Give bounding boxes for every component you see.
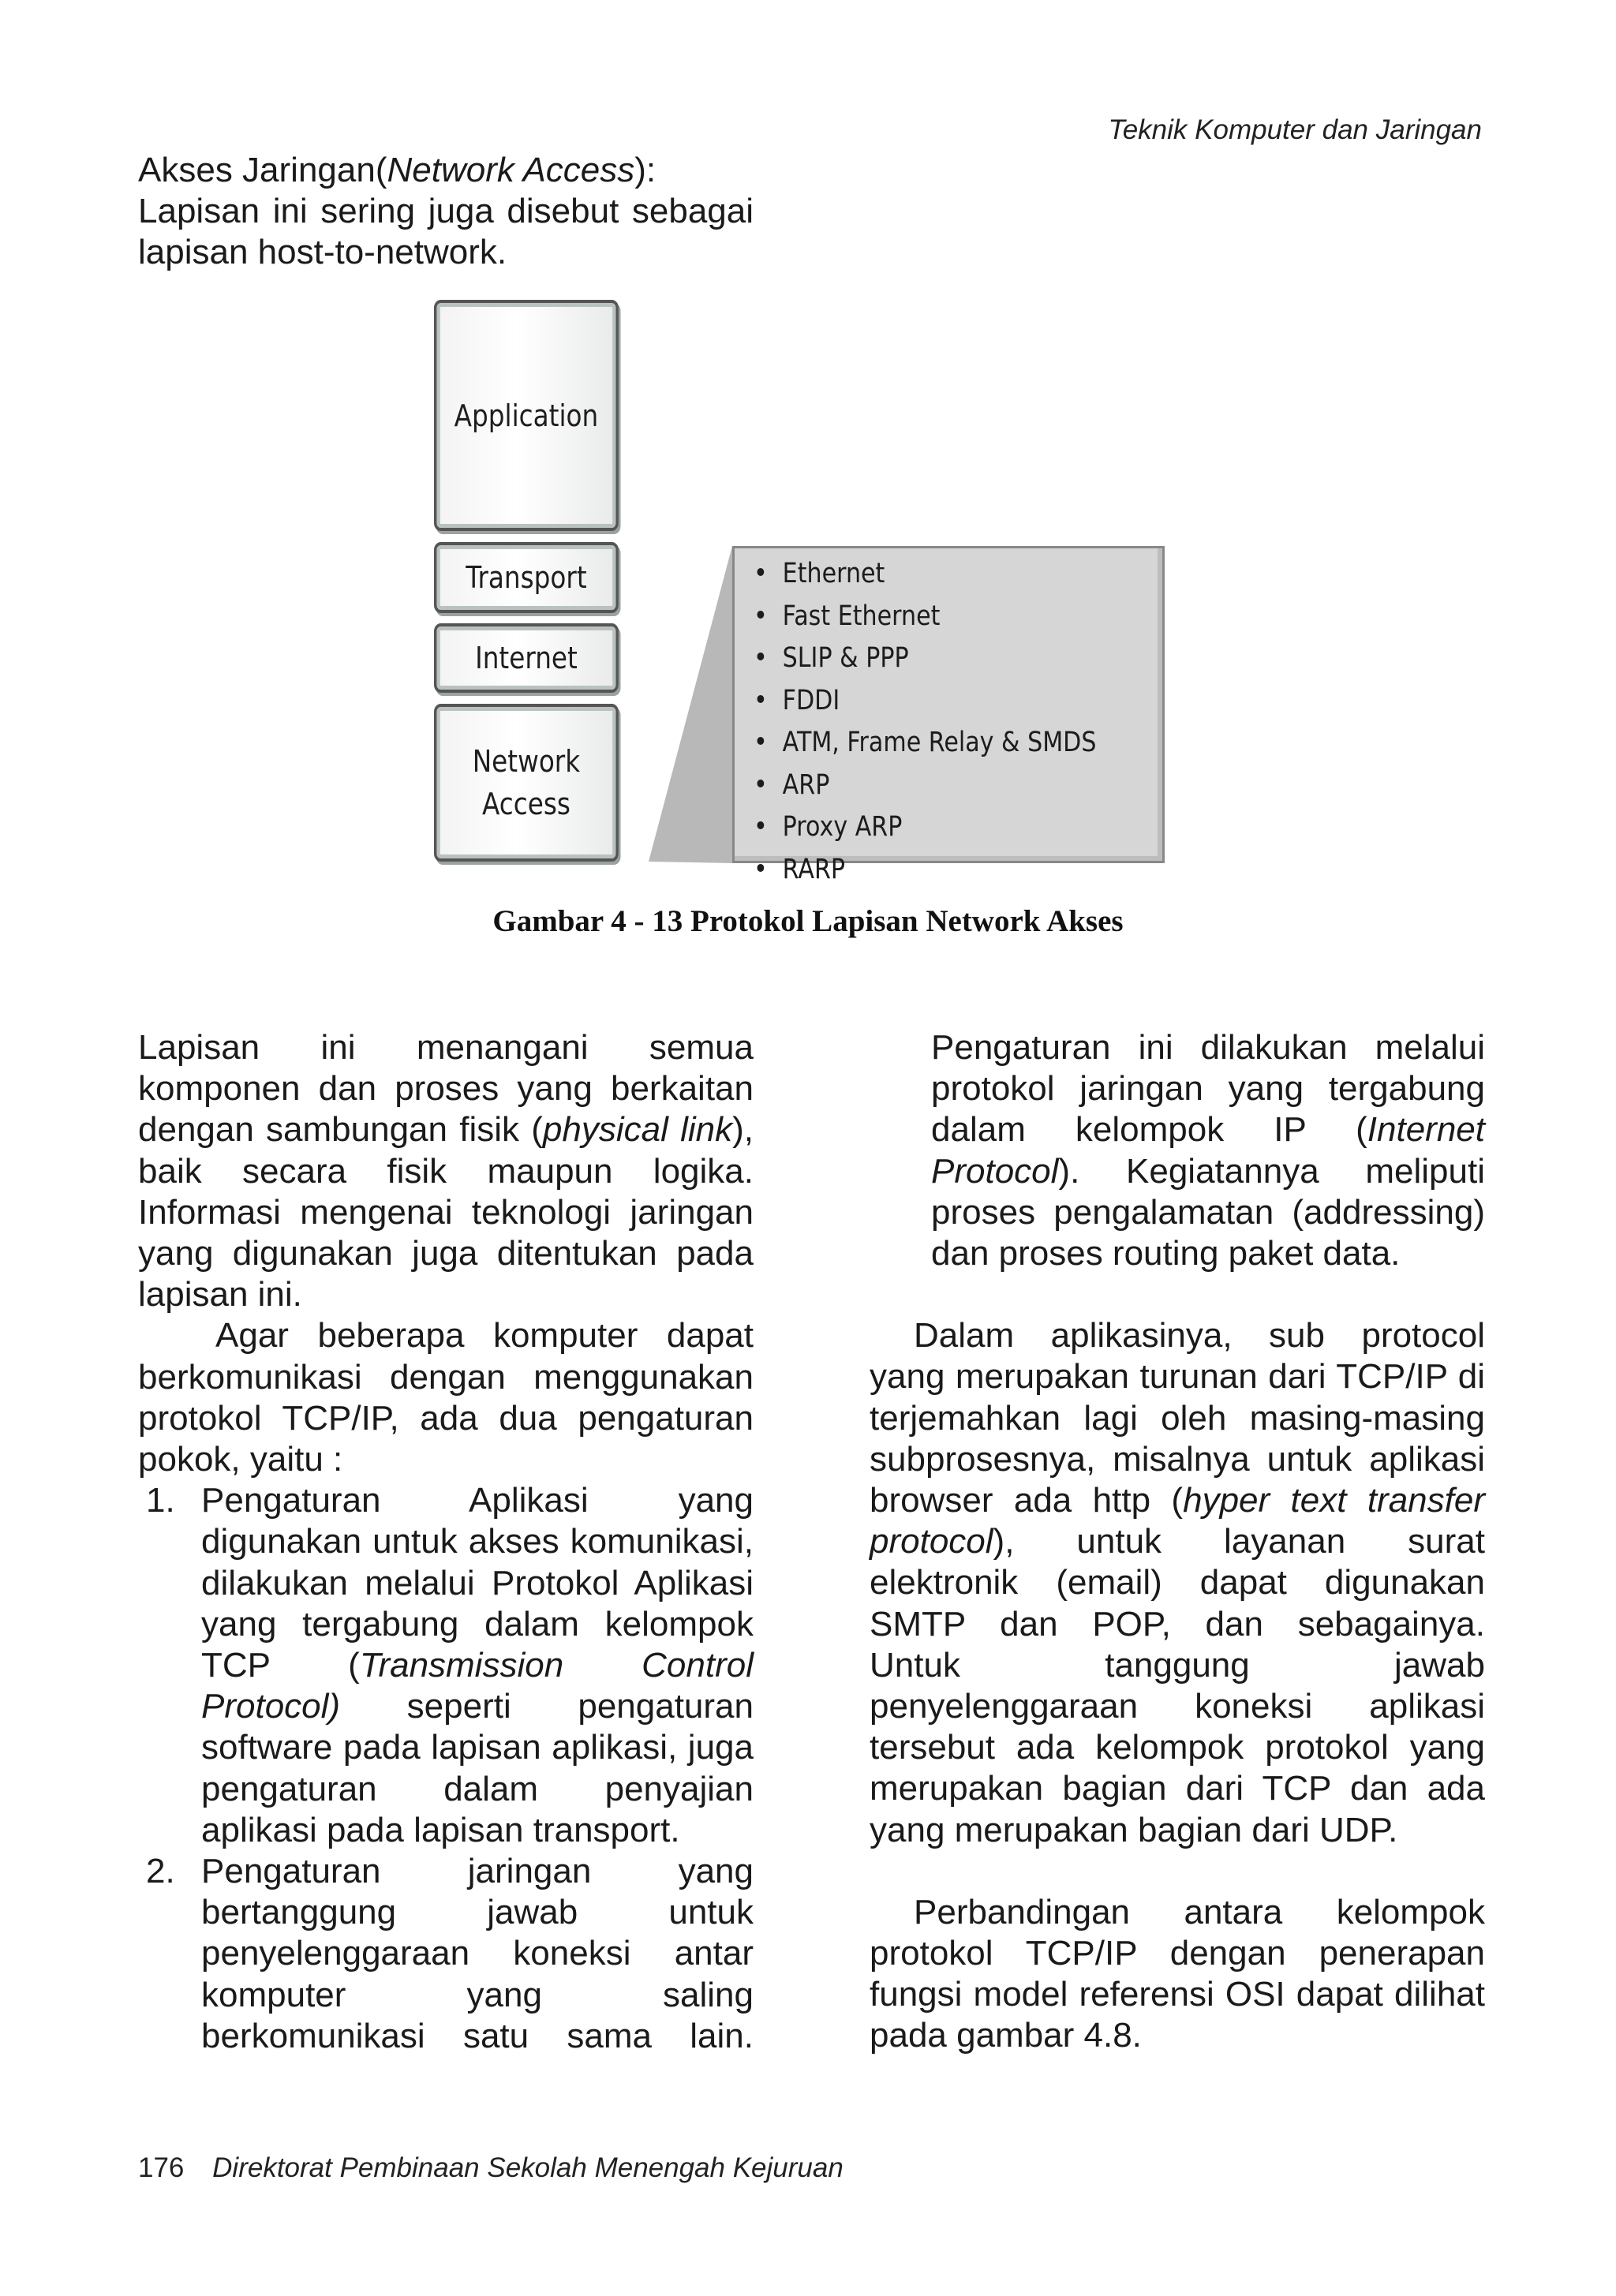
protocol-item: • ATM, Frame Relay & SMDS xyxy=(754,722,1105,765)
running-header: Teknik Komputer dan Jaringan xyxy=(1108,114,1482,145)
paragraph-sub-protocol: Dalam aplikasinya, sub protocol yang merupakan turunan dari TCP/IP di terjemahkan lagi oleh masing-masing subprosesnya, misalnya untuk aplikasi browser ada http (hyper text transfer protocol), untuk layanan surat elektronik (email) dapat digunakan SMTP dan POP, dan sebagainya. Untuk tanggung jawab penyelenggaraan koneksi aplikasi tersebut ada kelompok protokol yang merupakan bagian dari TCP dan ada yang merupakan bagian dari UDP. xyxy=(870,1316,1485,1849)
layer-transport: Transport xyxy=(434,542,619,613)
callout-wedge-shape xyxy=(649,546,732,863)
protocol-item: • ARP xyxy=(754,765,1105,807)
list-item-2-continuation xyxy=(870,1027,1485,1274)
list-item-2 xyxy=(138,1851,754,2057)
list-number: 2. xyxy=(146,1852,175,1891)
page-number: 176 xyxy=(138,2152,185,2183)
paragraph-physical-link: Lapisan ini menangani semua komponen dan proses yang berkaitan dengan sambungan fisik (physical link), baik secara fisik maupun logika. Informasi mengenai teknologi jaringan yang digunakan juga ditentukan pada lapisan ini. xyxy=(138,1028,754,1314)
paragraph-osi-comparison: Perbandingan antara kelompok protokol TCP/IP dengan penerapan fungsi model referensi OSI dapat dilihat pada gambar 4.8. xyxy=(870,1892,1485,2055)
layer-application: Application xyxy=(434,300,619,531)
protocol-item: • SLIP & PPP xyxy=(754,638,1105,680)
right-column xyxy=(870,1027,1485,2057)
layer-network-access: Network Access xyxy=(434,704,619,862)
protocol-list-box xyxy=(732,546,1165,885)
network-access-figure xyxy=(426,300,1176,884)
protocol-item: • Fast Ethernet xyxy=(754,596,1105,638)
spacer xyxy=(870,1851,1485,1892)
intro-section xyxy=(138,150,754,273)
section-heading: Akses Jaringan(Network Access): xyxy=(138,151,656,189)
spacer xyxy=(870,1274,1485,1315)
list-number: 1. xyxy=(146,1481,175,1520)
left-column xyxy=(138,1027,754,2057)
protocol-item: • FDDI xyxy=(754,680,1105,723)
layer-internet: Internet xyxy=(434,623,619,693)
intro-text: Lapisan ini sering juga disebut sebagai lapisan host-to-network. xyxy=(138,192,754,271)
page-footer xyxy=(138,2152,844,2184)
protocol-item: • RARP xyxy=(754,849,1105,892)
list-item-text: Pengaturan jaringan yang bertanggung jawab untuk penyelenggaraan koneksi antar komputer yang saling berkomunikasi satu sama lain. xyxy=(201,1852,754,2055)
protocol-item: • Proxy ARP xyxy=(754,806,1105,849)
list-item-text: Pengaturan ini dilakukan melalui protokol jaringan yang tergabung dalam kelompok IP (Internet Protocol). Kegiatannya meliputi proses pengalamatan (addressing) dan proses routing paket data. xyxy=(931,1028,1485,1273)
figure-caption: Gambar 4 - 13 Protokol Lapisan Network Akses xyxy=(492,904,1124,938)
list-item-text: Pengaturan Aplikasi yang digunakan untuk akses komunikasi, dilakukan melalui Protokol Aplikasi yang tergabung dalam kelompok TCP (Transmission Control Protocol) seperti pengaturan software pada lapisan aplikasi, juga pengaturan dalam penyajian aplikasi pada lapisan transport. xyxy=(201,1481,754,1849)
list-item-1 xyxy=(138,1480,754,1851)
footer-organization: Direktorat Pembinaan Sekolah Menengah Kejuruan xyxy=(212,2152,844,2183)
paragraph-tcpip-rules: Agar beberapa komputer dapat berkomunikasi dengan menggunakan protokol TCP/IP, ada dua pengaturan pokok, yaitu : xyxy=(138,1316,754,1479)
protocol-list xyxy=(735,548,1162,891)
protocol-item: • Ethernet xyxy=(754,553,1105,596)
